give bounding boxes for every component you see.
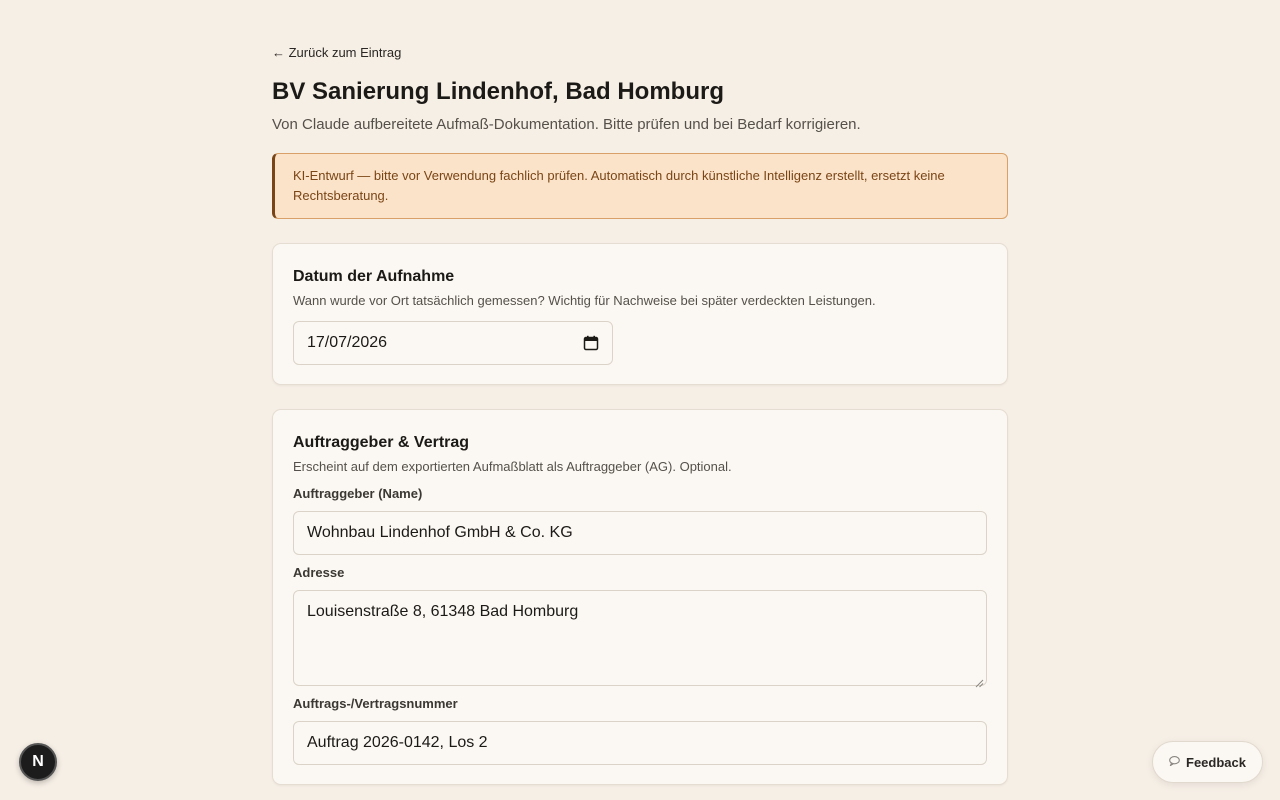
recording-date-value: 17/07/2026	[307, 334, 388, 351]
back-link[interactable]: ← Zurück zum Eintrag	[272, 45, 402, 60]
address-textarea[interactable]	[293, 590, 987, 686]
date-section-card	[272, 243, 1008, 385]
page-subtitle: Von Claude aufbereitete Aufmaß-Dokumentation. Bitte prüfen und bei Bedarf korrigieren.	[272, 116, 861, 133]
page-title: BV Sanierung Lindenhof, Bad Homburg	[272, 78, 724, 105]
dev-badge-letter: N	[32, 753, 44, 770]
contract-number-label: Auftrags-/Vertragsnummer	[293, 696, 458, 711]
client-name-input[interactable]	[293, 511, 987, 555]
address-label: Adresse	[293, 565, 345, 580]
page-container	[272, 44, 1008, 785]
calendar-icon[interactable]	[583, 335, 599, 351]
feedback-label: Feedback	[1186, 754, 1246, 770]
contract-number-value: Auftrag 2026-0142, Los 2	[307, 734, 488, 751]
address-value: Louisenstraße 8, 61348 Bad Homburg	[307, 603, 579, 620]
client-name-label: Auftraggeber (Name)	[293, 486, 423, 501]
contract-number-input[interactable]	[293, 721, 987, 765]
notice-text: KI-Entwurf — bitte vor Verwendung fachlich prüfen. Automatisch durch künstliche Intelligenz erstellt, ersetzt keine Rechtsberatung.	[293, 168, 945, 203]
date-section-description: Wann wurde vor Ort tatsächlich gemessen? Wichtig für Nachweise bei später verdeckten Leistungen.	[293, 293, 876, 308]
ai-draft-notice	[272, 153, 1008, 219]
feedback-button[interactable]	[1152, 741, 1263, 783]
client-section-card	[272, 409, 1008, 785]
recording-date-input[interactable]	[293, 321, 613, 365]
resize-grip-icon[interactable]	[975, 674, 984, 683]
date-section-title: Datum der Aufnahme	[293, 268, 455, 285]
speech-bubble-icon	[1169, 756, 1180, 769]
dev-tools-badge[interactable]	[19, 743, 57, 781]
client-section-title: Auftraggeber & Vertrag	[293, 434, 470, 451]
client-name-value: Wohnbau Lindenhof GmbH & Co. KG	[307, 524, 573, 541]
client-section-description: Erscheint auf dem exportierten Aufmaßblatt als Auftraggeber (AG). Optional.	[293, 459, 732, 474]
